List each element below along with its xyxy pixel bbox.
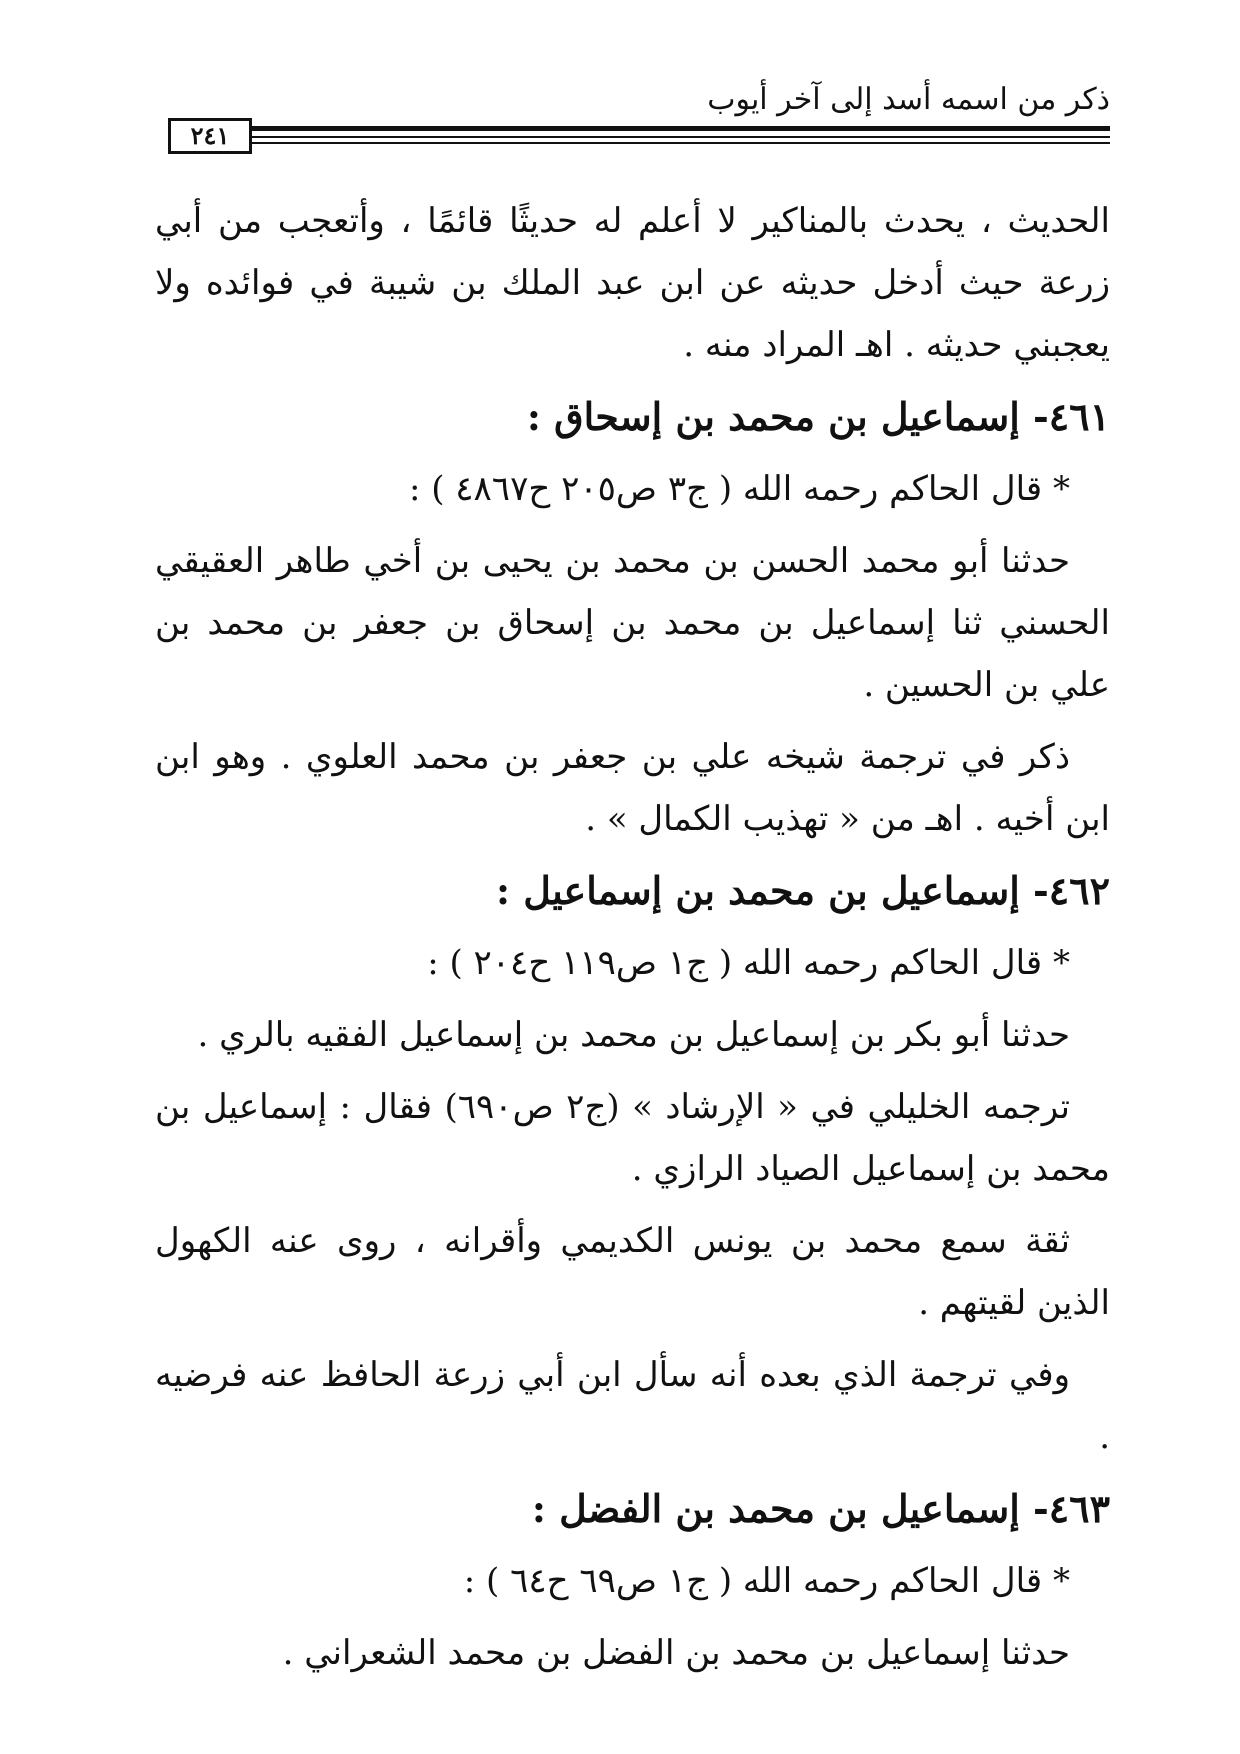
entry-heading-462: ٤٦٢- إسماعيل بن محمد بن إسماعيل : (496, 868, 1110, 913)
intro-paragraph: الحديث ، يحدث بالمناكير لا أعلم له حديثًا قائمًا ، وأتعجب من أبي زرعة حيث أدخل حديثه عن ابن عبد الملك بن شيبة في فوائده ولا يعجبني حديثه . اهـ المراد منه . (155, 201, 1110, 365)
entry-citation: * قال الحاكم رحمه الله ( ج٣ ص٢٠٥ ح٤٨٦٧ ) : (408, 469, 1070, 509)
entry-citation: * قال الحاكم رحمه الله ( ج١ ص٦٩ ح٦٤ ) : (463, 1561, 1070, 1601)
page-body (155, 190, 1110, 1694)
entry-paragraph: وفي ترجمة الذي بعده أنه سأل ابن أبي زرعة الحافظ عنه فرضيه . (155, 1355, 1110, 1457)
running-header-title: ذكر من اسمه أسد إلى آخر أيوب (707, 82, 1110, 117)
entry-paragraph: حدثنا أبو محمد الحسن بن محمد بن يحيى بن أخي طاهر العقيقي الحسني ثنا إسماعيل بن محمد بن إسحاق بن جعفر بن محمد بن علي بن الحسين . (155, 541, 1110, 705)
header-rule-thin (252, 136, 1110, 138)
entry-paragraph: ترجمه الخليلي في « الإرشاد » (ج٢ ص٦٩٠) فقال : إسماعيل بن محمد بن إسماعيل الصياد الرازي . (155, 1087, 1110, 1189)
entry-paragraph: ذكر في ترجمة شيخه علي بن جعفر بن محمد العلوي . وهو ابن ابن أخيه . اهـ من « تهذيب الكمال » . (155, 737, 1110, 839)
entry-paragraph: حدثنا أبو بكر بن إسماعيل بن محمد بن إسماعيل الفقيه بالري . (197, 1015, 1070, 1055)
entry-paragraph: ثقة سمع محمد بن يونس الكديمي وأقرانه ، روى عنه الكهول الذين لقيتهم . (155, 1221, 1110, 1323)
entry-heading-463: ٤٦٣- إسماعيل بن محمد بن الفضل : (531, 1486, 1110, 1531)
entry-citation: * قال الحاكم رحمه الله ( ج١ ص١١٩ ح٢٠٤ ) : (427, 943, 1070, 983)
header-rule-thick (252, 126, 1110, 131)
entry-paragraph: حدثنا إسماعيل بن محمد بن الفضل بن محمد الشعراني . (282, 1633, 1070, 1673)
page-number-box: ٢٤١ (168, 118, 252, 154)
entry-heading-461: ٤٦١- إسماعيل بن محمد بن إسحاق : (526, 394, 1110, 439)
header-rule-thin (252, 142, 1110, 144)
